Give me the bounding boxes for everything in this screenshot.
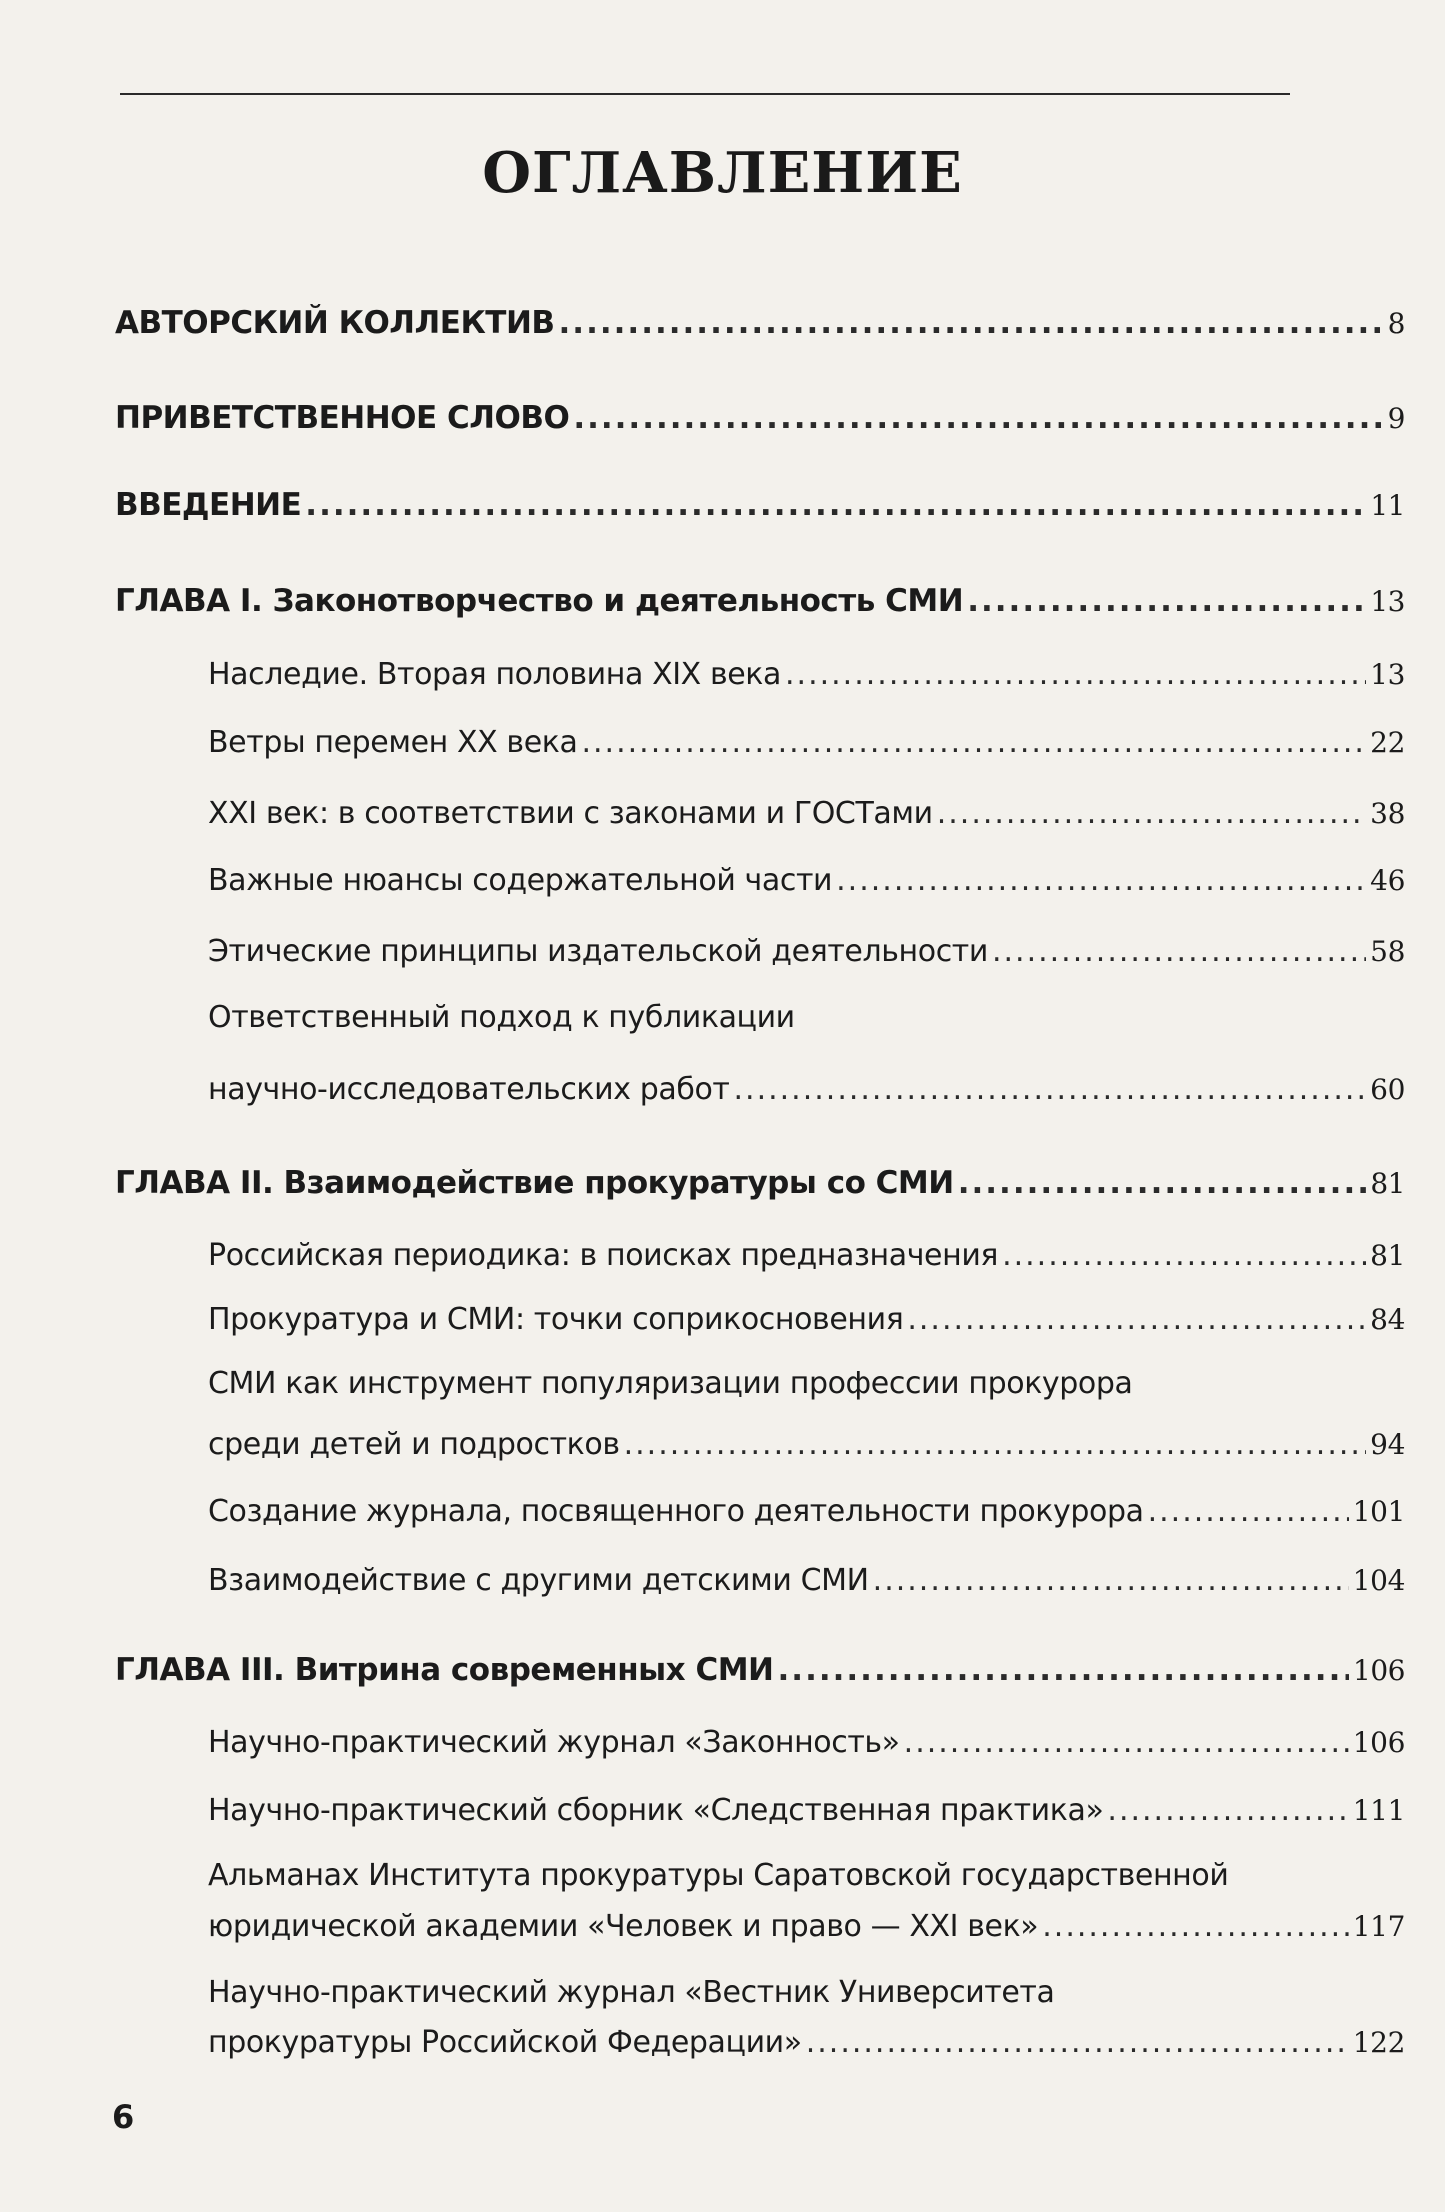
toc-entry-title: Российская периодика: в поисках предназначения — [208, 1238, 999, 1273]
toc-entry-title: ГЛАВА II. Взаимодействие прокуратуры со СМИ — [115, 1165, 954, 1201]
toc-entry-page: 9 — [1387, 402, 1405, 435]
leader-dots — [836, 863, 1366, 898]
toc-entry-page: 8 — [1387, 307, 1405, 340]
toc-entry-title: ГЛАВА III. Витрина современных СМИ — [115, 1652, 774, 1688]
toc-entry-page: 94 — [1370, 1428, 1405, 1461]
leader-dots — [1042, 1909, 1349, 1944]
toc-entry-title: Научно-практический сборник «Следственная практика» — [208, 1793, 1104, 1828]
leader-dots — [305, 487, 1366, 523]
leader-dots — [785, 657, 1366, 692]
toc-entry-title: среди детей и подростков — [208, 1427, 620, 1462]
toc-entry-page: 101 — [1352, 1495, 1405, 1528]
leader-dots — [778, 1652, 1350, 1688]
toc-title: ОГЛАВЛЕНИЕ — [482, 140, 963, 206]
toc-entry-title: Важные нюансы содержательной части — [208, 863, 833, 898]
toc-entry-section[interactable] — [208, 796, 1405, 831]
toc-entry-title: АВТОРСКИЙ КОЛЛЕКТИВ — [115, 305, 555, 341]
leader-dots — [967, 583, 1366, 619]
toc-entry-page: 122 — [1352, 2026, 1405, 2059]
leader-dots — [904, 1725, 1349, 1760]
toc-entry-page: 58 — [1370, 935, 1405, 968]
toc-entry-page: 13 — [1370, 658, 1405, 691]
toc-entry-title: XXI век: в соответствии с законами и ГОСТами — [208, 796, 933, 831]
toc-entry-title: Прокуратура и СМИ: точки соприкосновения — [208, 1302, 904, 1337]
toc-entry-title: юридической академии «Человек и право — XXI век» — [208, 1909, 1039, 1944]
leader-dots — [1002, 1238, 1366, 1273]
toc-entry-section[interactable] — [208, 1725, 1405, 1760]
toc-entry-section[interactable] — [208, 657, 1405, 692]
leader-dots — [1148, 1494, 1349, 1529]
toc-entry-section[interactable] — [208, 1563, 1405, 1598]
toc-entry-page: 13 — [1370, 585, 1405, 618]
leader-dots — [958, 1165, 1367, 1201]
toc-entry-page: 111 — [1352, 1794, 1405, 1827]
toc-entry-title: научно-исследовательских работ — [208, 1072, 730, 1107]
leader-dots — [992, 934, 1366, 969]
toc-entry-page: 60 — [1370, 1073, 1405, 1106]
toc-entry-title: Ветры перемен XX века — [208, 725, 578, 760]
toc-entry-page: 38 — [1370, 797, 1405, 830]
page-number: 6 — [112, 2098, 135, 2136]
leader-dots — [624, 1427, 1367, 1462]
toc-entry-page: 46 — [1370, 864, 1405, 897]
toc-entry-first-line: Научно-практический журнал «Вестник Университета — [208, 1975, 1055, 2010]
leader-dots — [873, 1563, 1349, 1598]
toc-entry-page: 11 — [1370, 489, 1405, 522]
toc-entry-page: 106 — [1352, 1726, 1405, 1759]
toc-entry-chapter-1[interactable] — [115, 583, 1405, 619]
toc-entry-page: 81 — [1370, 1167, 1405, 1200]
toc-entry-page: 81 — [1370, 1239, 1405, 1272]
toc-entry-title: Научно-практический журнал «Законность» — [208, 1725, 900, 1760]
toc-entry-section[interactable] — [208, 2025, 1405, 2060]
toc-entry-section[interactable] — [208, 863, 1405, 898]
leader-dots — [1107, 1793, 1348, 1828]
toc-entry-page: 117 — [1352, 1910, 1405, 1943]
toc-entry-section[interactable] — [208, 1302, 1405, 1337]
toc-entry-title: ВВЕДЕНИЕ — [115, 487, 302, 523]
leader-dots — [734, 1072, 1367, 1107]
toc-entry-section[interactable] — [208, 1238, 1405, 1273]
leader-dots — [806, 2025, 1349, 2060]
toc-entry-introduction[interactable] — [115, 487, 1405, 523]
leader-dots — [573, 400, 1383, 436]
toc-entry-section[interactable] — [208, 1909, 1405, 1944]
toc-entry-title: Этические принципы издательской деятельности — [208, 934, 988, 969]
toc-entry-title: Взаимодействие с другими детскими СМИ — [208, 1563, 869, 1598]
leader-dots — [559, 305, 1384, 341]
toc-entry-first-line: СМИ как инструмент популяризации профессии прокурора — [208, 1366, 1133, 1401]
toc-entry-welcome[interactable] — [115, 400, 1405, 436]
toc-entry-title: ПРИВЕТСТВЕННОЕ СЛОВО — [115, 400, 570, 436]
toc-entry-authors[interactable] — [115, 305, 1405, 341]
toc-entry-page: 106 — [1353, 1654, 1405, 1687]
toc-entry-first-line: Альманах Института прокуратуры Саратовской государственной — [208, 1858, 1229, 1893]
leader-dots — [937, 796, 1366, 831]
toc-entry-title: Наследие. Вторая половина XIX века — [208, 657, 781, 692]
toc-entry-page: 84 — [1370, 1303, 1405, 1336]
toc-entry-page: 104 — [1352, 1564, 1405, 1597]
toc-entry-first-line: Ответственный подход к публикации — [208, 1000, 795, 1035]
leader-dots — [907, 1302, 1366, 1337]
toc-entry-chapter-2[interactable] — [115, 1165, 1405, 1201]
toc-entry-title: Создание журнала, посвященного деятельности прокурора — [208, 1494, 1144, 1529]
toc-entry-section[interactable] — [208, 1494, 1405, 1529]
toc-entry-chapter-3[interactable] — [115, 1652, 1405, 1688]
toc-entry-title: прокуратуры Российской Федерации» — [208, 2025, 802, 2060]
toc-entry-section[interactable] — [208, 1793, 1405, 1828]
toc-entry-section[interactable] — [208, 1427, 1405, 1462]
toc-entry-section[interactable] — [208, 725, 1405, 760]
leader-dots — [581, 725, 1366, 760]
toc-entry-page: 22 — [1370, 726, 1405, 759]
toc-entry-title: ГЛАВА I. Законотворчество и деятельность СМИ — [115, 583, 964, 619]
toc-entry-section[interactable] — [208, 934, 1405, 969]
toc-entry-section[interactable] — [208, 1072, 1405, 1107]
